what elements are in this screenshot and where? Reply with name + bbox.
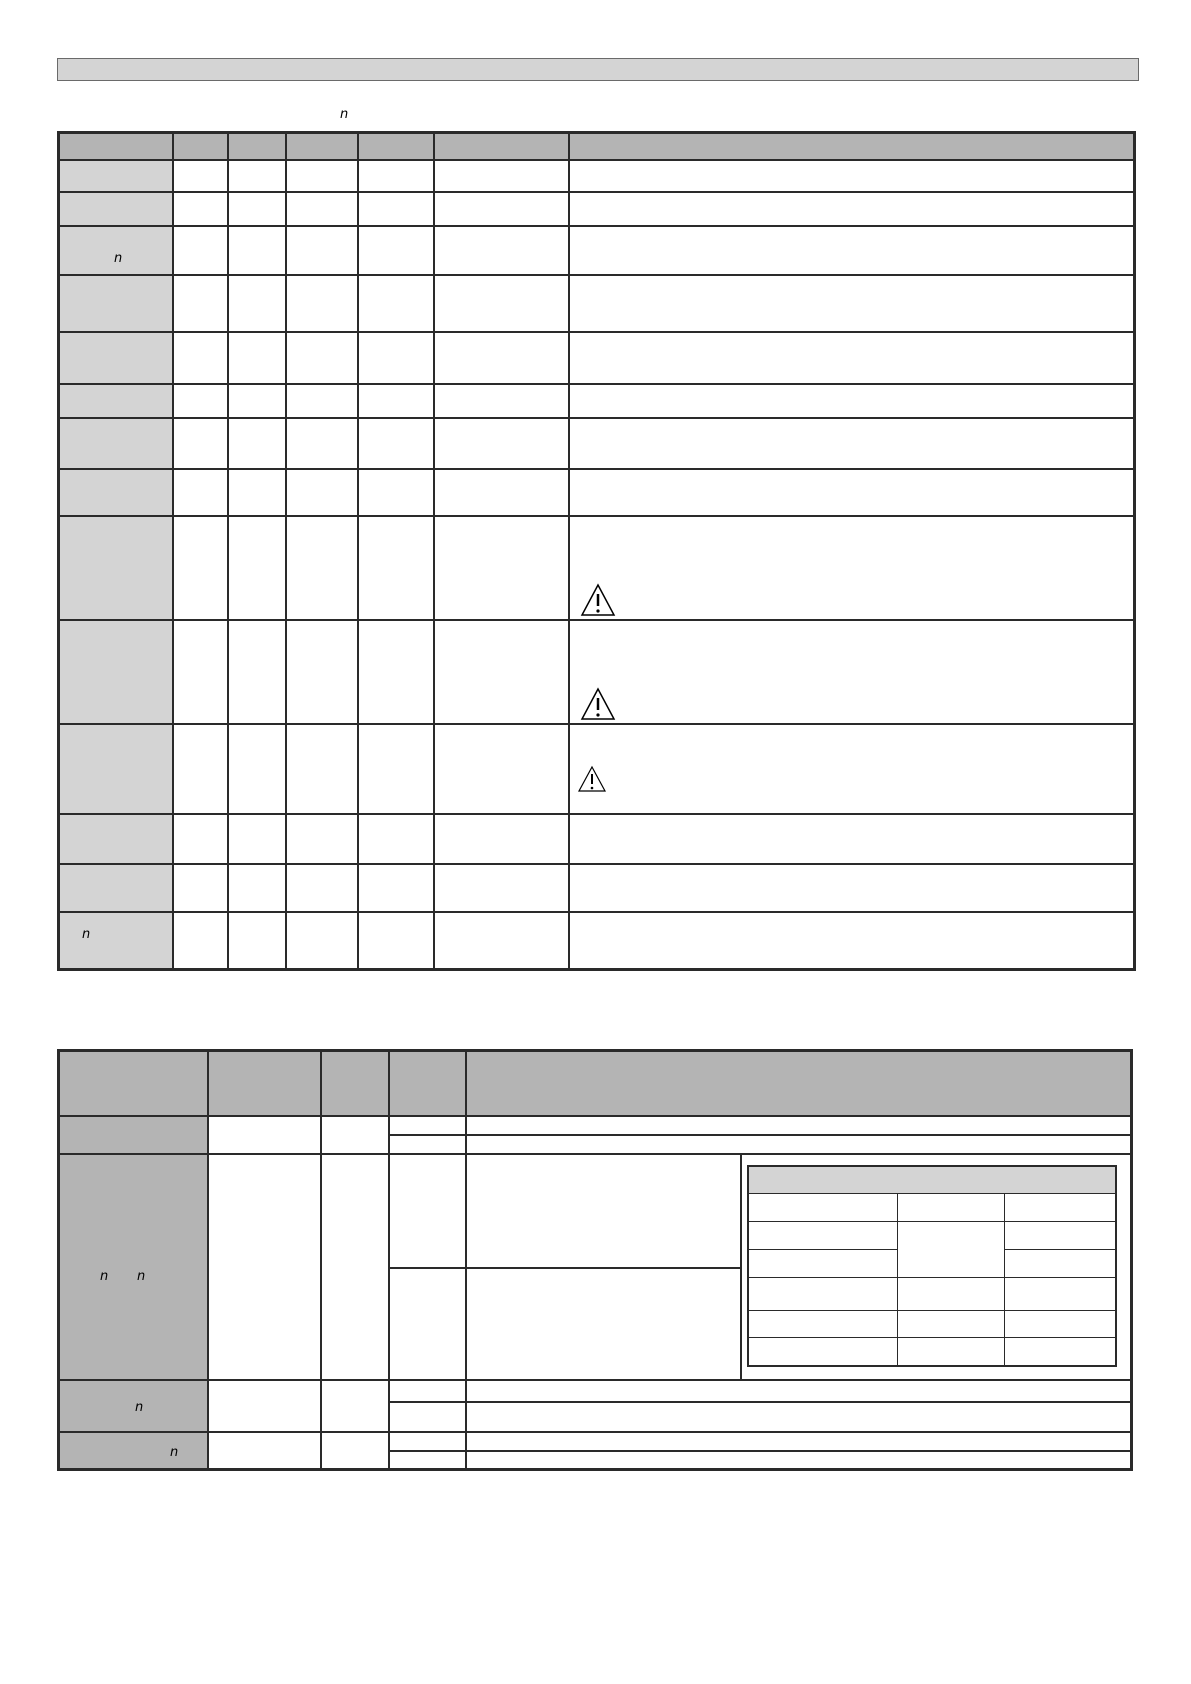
table-cell	[389, 1451, 466, 1470]
table-cell	[358, 724, 434, 814]
table-cell	[466, 1402, 1132, 1432]
table-cell	[358, 469, 434, 516]
table-header-row	[59, 1051, 1132, 1116]
table-cell	[569, 620, 1135, 724]
table-cell	[569, 814, 1135, 864]
table-row	[59, 1116, 1132, 1135]
table-cell	[173, 814, 228, 864]
nested-cell	[898, 1311, 1005, 1338]
table-cell	[228, 160, 286, 192]
table-cell	[208, 1432, 321, 1470]
nested-cell	[898, 1338, 1005, 1366]
table-cell	[434, 724, 569, 814]
table-cell	[173, 160, 228, 192]
table-row	[59, 1432, 1132, 1451]
table-cell	[466, 1135, 1132, 1154]
nested-table	[747, 1165, 1117, 1367]
row-label	[59, 912, 173, 970]
table-row	[59, 1380, 1132, 1402]
table-cell	[173, 418, 228, 469]
table-row	[59, 384, 1135, 418]
table-row	[59, 192, 1135, 226]
row-label	[59, 226, 173, 275]
header-cell	[59, 1051, 208, 1116]
row-label	[59, 1154, 208, 1380]
header-cell	[286, 133, 358, 160]
nested-cell	[1005, 1278, 1116, 1311]
table-cell	[569, 332, 1135, 384]
row-label	[59, 160, 173, 192]
table-cell	[569, 418, 1135, 469]
table-cell	[286, 192, 358, 226]
table-cell	[173, 516, 228, 620]
table-cell	[208, 1154, 321, 1380]
table-cell	[208, 1380, 321, 1432]
table-cell	[358, 192, 434, 226]
nested-cell	[1005, 1250, 1116, 1278]
nested-table-cell	[741, 1154, 1132, 1380]
table-cell	[569, 912, 1135, 970]
table-cell	[434, 620, 569, 724]
table-row	[59, 864, 1135, 912]
header-cell	[569, 133, 1135, 160]
table-cell	[173, 912, 228, 970]
table-cell	[321, 1432, 389, 1470]
header-cell	[59, 133, 173, 160]
table-cell	[569, 469, 1135, 516]
table-cell	[321, 1116, 389, 1154]
table-cell	[569, 275, 1135, 332]
table-row	[59, 516, 1135, 620]
table-row	[59, 160, 1135, 192]
table-cell	[173, 469, 228, 516]
table-cell	[358, 332, 434, 384]
table-cell	[173, 620, 228, 724]
table-cell	[228, 912, 286, 970]
table-cell	[466, 1154, 741, 1268]
row-label	[59, 1380, 208, 1432]
nested-cell	[1005, 1222, 1116, 1250]
digit-glyph: n	[170, 1444, 179, 1460]
table-cell	[228, 384, 286, 418]
table-cell	[389, 1154, 466, 1268]
nested-cell	[748, 1222, 898, 1250]
table-cell	[286, 418, 358, 469]
table-cell	[228, 724, 286, 814]
table-cell	[286, 864, 358, 912]
row-label	[59, 620, 173, 724]
table-cell	[286, 912, 358, 970]
row-label	[59, 1116, 208, 1154]
table-cell	[358, 516, 434, 620]
table-cell	[286, 275, 358, 332]
table-cell	[358, 814, 434, 864]
nested-cell	[898, 1194, 1005, 1222]
table-cell	[208, 1116, 321, 1154]
header-cell	[228, 133, 286, 160]
table-cell	[228, 469, 286, 516]
table-cell	[434, 469, 569, 516]
table-cell	[228, 192, 286, 226]
table-row	[59, 724, 1135, 814]
header-cell	[173, 133, 228, 160]
table-cell	[286, 384, 358, 418]
table-cell	[358, 620, 434, 724]
table-cell	[466, 1432, 1132, 1451]
table-row	[59, 275, 1135, 332]
table-cell	[286, 332, 358, 384]
settings-table	[57, 1049, 1133, 1471]
table-cell	[434, 275, 569, 332]
table-cell	[569, 192, 1135, 226]
table-cell	[466, 1116, 1132, 1135]
table-cell	[358, 418, 434, 469]
table-cell	[228, 418, 286, 469]
table-cell	[389, 1432, 466, 1451]
table-cell	[569, 516, 1135, 620]
table-cell	[228, 275, 286, 332]
table-row	[59, 912, 1135, 970]
table-cell	[389, 1402, 466, 1432]
table-cell	[569, 160, 1135, 192]
nested-cell	[748, 1311, 898, 1338]
table-cell	[434, 160, 569, 192]
table-cell	[228, 516, 286, 620]
section-header-bar	[57, 58, 1139, 81]
table-cell	[434, 384, 569, 418]
table-cell	[358, 912, 434, 970]
table-row	[59, 1154, 1132, 1268]
table-cell	[173, 275, 228, 332]
table-cell	[286, 160, 358, 192]
nested-cell	[898, 1222, 1005, 1278]
parameter-table	[57, 131, 1136, 971]
table-row	[59, 226, 1135, 275]
digit-glyph: n	[82, 926, 91, 942]
table-cell	[173, 384, 228, 418]
table-cell	[286, 814, 358, 864]
digit-glyph: n	[137, 1268, 146, 1284]
table-cell	[466, 1380, 1132, 1402]
table-cell	[286, 226, 358, 275]
table-cell	[228, 226, 286, 275]
row-label	[59, 516, 173, 620]
row-label	[59, 275, 173, 332]
table-cell	[434, 192, 569, 226]
table-cell	[569, 226, 1135, 275]
table-row	[59, 469, 1135, 516]
table-cell	[434, 226, 569, 275]
table-cell	[569, 864, 1135, 912]
table-cell	[358, 864, 434, 912]
header-cell	[358, 133, 434, 160]
table-cell	[389, 1135, 466, 1154]
table-header-row	[59, 133, 1135, 160]
table-cell	[358, 384, 434, 418]
digit-glyph: n	[114, 250, 123, 266]
table-cell	[173, 192, 228, 226]
row-label	[59, 192, 173, 226]
header-cell	[434, 133, 569, 160]
table-cell	[321, 1154, 389, 1380]
table-cell	[228, 332, 286, 384]
table-cell	[466, 1268, 741, 1380]
table-cell	[286, 469, 358, 516]
table-cell	[358, 226, 434, 275]
table-row	[59, 814, 1135, 864]
table-cell	[321, 1380, 389, 1432]
row-label	[59, 864, 173, 912]
table-cell	[434, 418, 569, 469]
nested-cell	[1005, 1311, 1116, 1338]
row-label	[59, 418, 173, 469]
table-cell	[228, 620, 286, 724]
table-cell	[434, 332, 569, 384]
table-cell	[286, 516, 358, 620]
table-cell	[389, 1380, 466, 1402]
table-cell	[434, 864, 569, 912]
nested-cell	[1005, 1338, 1116, 1366]
table-cell	[434, 912, 569, 970]
table-cell	[173, 864, 228, 912]
table-cell	[286, 620, 358, 724]
nested-cell	[748, 1278, 898, 1311]
warning-icon	[580, 687, 616, 721]
table-cell	[228, 864, 286, 912]
table-cell	[434, 814, 569, 864]
row-label	[59, 814, 173, 864]
nested-cell	[898, 1278, 1005, 1311]
table-row	[59, 418, 1135, 469]
row-label	[59, 1432, 208, 1470]
table-cell	[434, 516, 569, 620]
row-label	[59, 724, 173, 814]
table-row	[59, 332, 1135, 384]
table-cell	[173, 724, 228, 814]
table-cell	[389, 1116, 466, 1135]
row-label	[59, 469, 173, 516]
nested-cell	[748, 1194, 898, 1222]
table-cell	[286, 724, 358, 814]
table-row	[59, 620, 1135, 724]
digit-glyph: n	[100, 1268, 109, 1284]
table-cell	[389, 1268, 466, 1380]
table-cell	[569, 724, 1135, 814]
table-cell	[358, 275, 434, 332]
nested-table-title	[748, 1166, 1116, 1194]
nested-cell	[1005, 1194, 1116, 1222]
warning-icon	[580, 583, 616, 617]
header-cell	[389, 1051, 466, 1116]
table-cell	[466, 1451, 1132, 1470]
warning-icon	[577, 765, 607, 793]
header-cell	[466, 1051, 1132, 1116]
row-label	[59, 332, 173, 384]
row-label	[59, 384, 173, 418]
digit-glyph: n	[340, 107, 349, 122]
table-cell	[569, 384, 1135, 418]
nested-cell	[748, 1250, 898, 1278]
nested-cell	[748, 1338, 898, 1366]
table-cell	[228, 814, 286, 864]
header-cell	[208, 1051, 321, 1116]
table-cell	[173, 226, 228, 275]
table-cell	[358, 160, 434, 192]
header-cell	[321, 1051, 389, 1116]
digit-glyph: n	[135, 1399, 144, 1415]
table-cell	[173, 332, 228, 384]
